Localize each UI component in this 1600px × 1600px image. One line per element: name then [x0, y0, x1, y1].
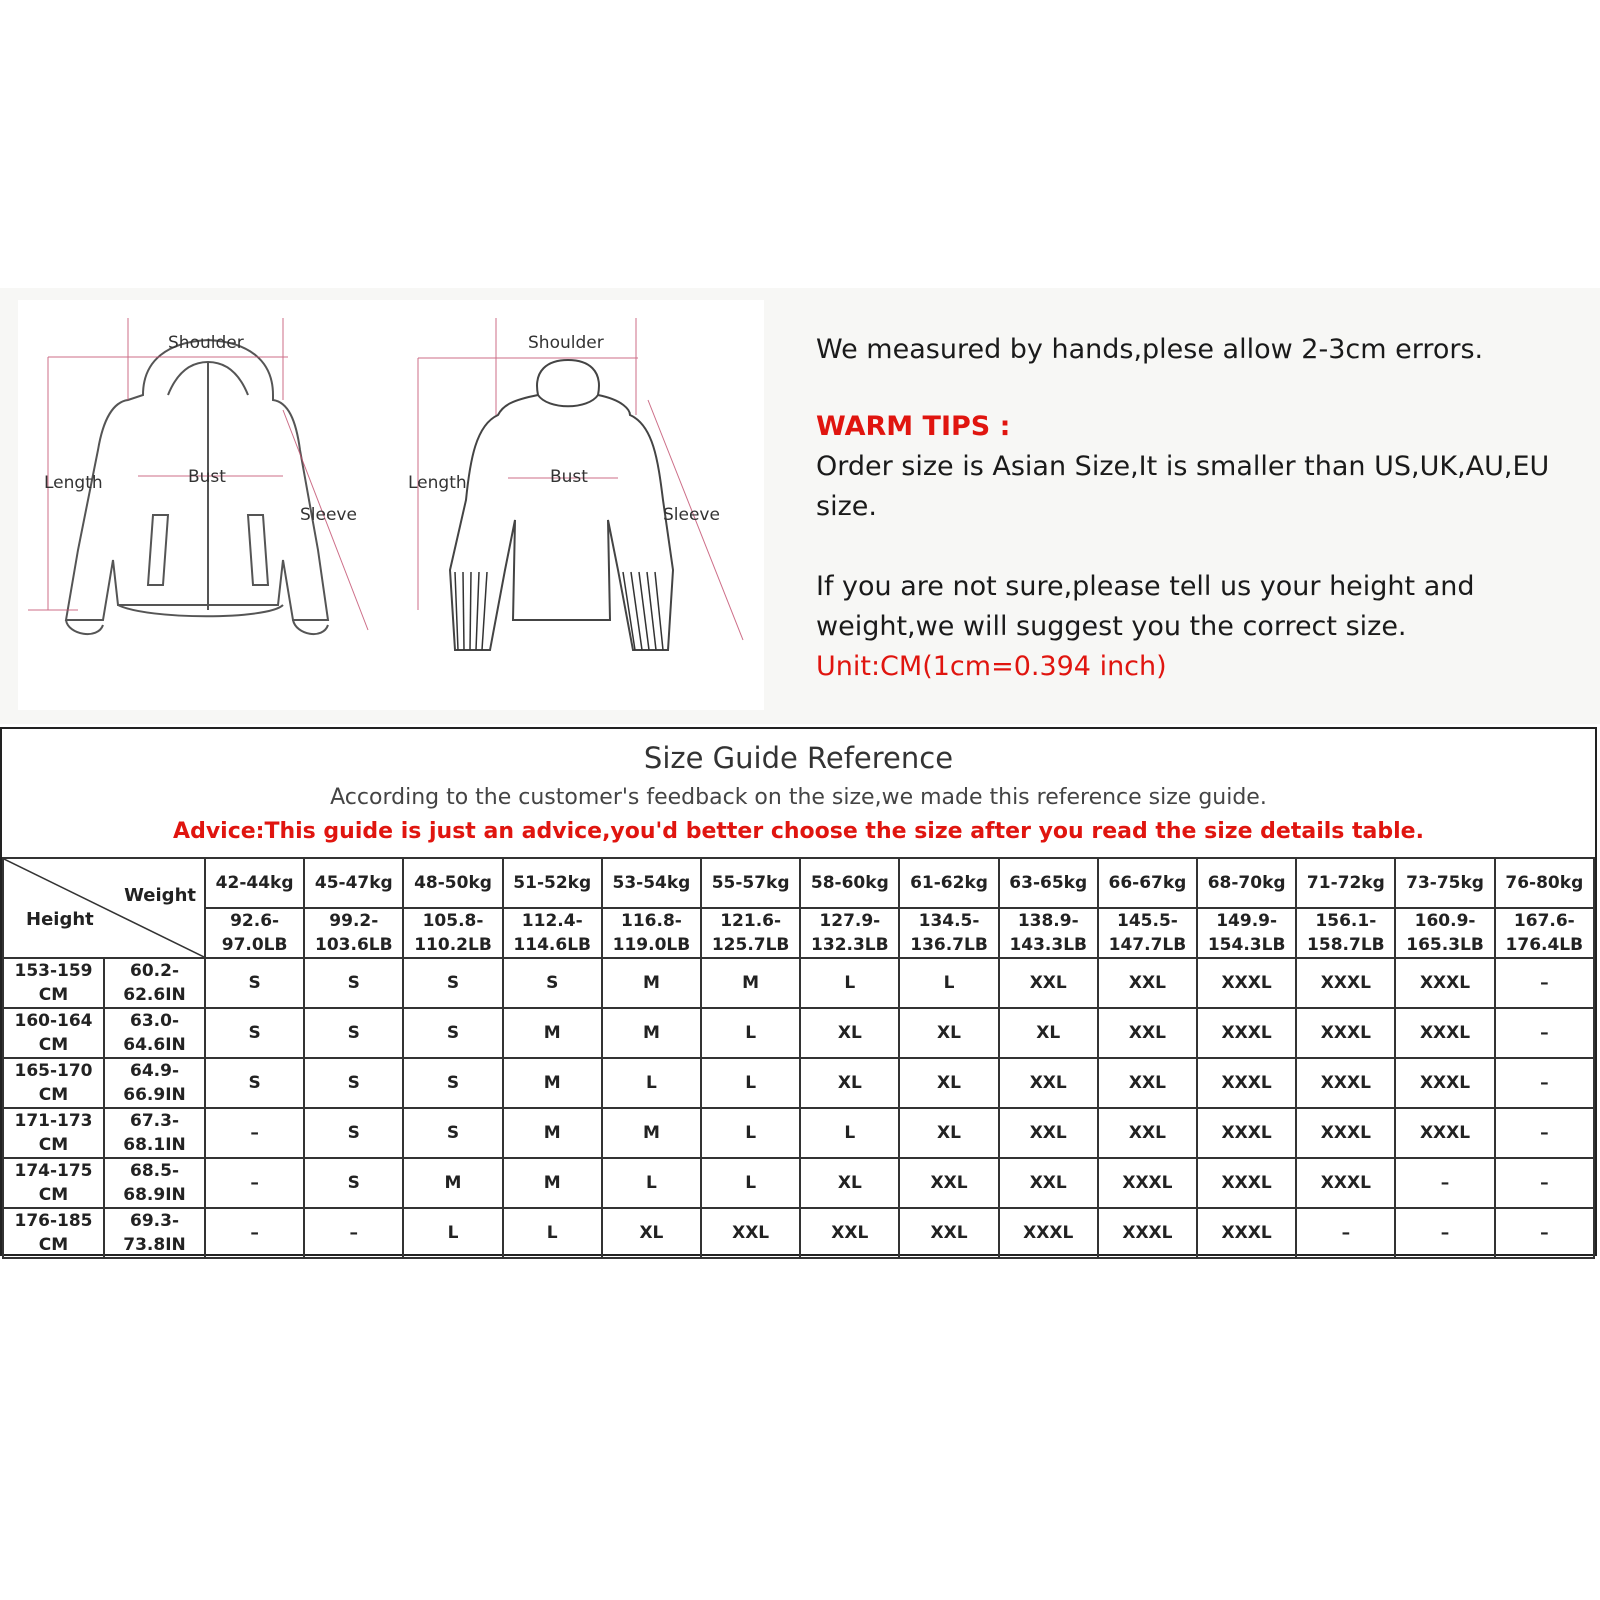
advice-line-2: weight,we will suggest you the correct size.	[816, 611, 1407, 642]
tips-panel	[816, 330, 1586, 687]
weight-lb-from: 145.5-	[1117, 911, 1178, 931]
size-cell: XXXL	[1296, 1158, 1395, 1208]
unit-note: Unit:CM(1cm=0.394 inch)	[816, 651, 1167, 682]
size-cell: M	[503, 1008, 602, 1058]
size-cell: L	[800, 958, 899, 1008]
weight-lb-header	[403, 908, 502, 958]
weight-lb-from: 134.5-	[918, 911, 980, 931]
size-cell: –	[1395, 1208, 1494, 1258]
size-cell: XXL	[800, 1208, 899, 1258]
height-label: Height	[26, 909, 94, 930]
size-table	[2, 857, 1595, 1259]
weight-kg-header: 48-50kg	[403, 858, 502, 908]
size-cell: L	[701, 1158, 800, 1208]
size-cell: –	[205, 1108, 304, 1158]
sweater-bust-label: Bust	[550, 467, 588, 487]
weight-lb-from: 112.4-	[521, 911, 583, 931]
jacket-sleeve-label: Sleeve	[300, 505, 357, 525]
garment-diagram	[18, 300, 764, 710]
size-cell: XL	[602, 1208, 701, 1258]
weight-lb-to: 114.6LB	[513, 935, 591, 955]
height-cm-cell	[3, 1108, 104, 1158]
weight-lb-to: 143.3LB	[1009, 935, 1087, 955]
weight-lb-from: 121.6-	[720, 911, 782, 931]
size-cell: L	[701, 1008, 800, 1058]
size-cell: M	[701, 958, 800, 1008]
weight-kg-header: 66-67kg	[1098, 858, 1197, 908]
weight-lb-to: 176.4LB	[1505, 935, 1584, 955]
size-cell: S	[304, 958, 403, 1008]
size-cell: XXXL	[1197, 958, 1296, 1008]
size-cell: M	[503, 1158, 602, 1208]
weight-lb-from: 156.1-	[1315, 911, 1377, 931]
size-cell: S	[503, 958, 602, 1008]
height-inch-from: 69.3-	[130, 1211, 179, 1231]
size-cell: XXXL	[999, 1208, 1098, 1258]
size-cell: S	[205, 958, 304, 1008]
sweater-length-label: Length	[408, 473, 467, 493]
size-cell: XXXL	[1197, 1208, 1296, 1258]
height-inch-to: 66.9IN	[123, 1085, 186, 1105]
weight-kg-header: 61-62kg	[899, 858, 998, 908]
size-cell: XXXL	[1197, 1008, 1296, 1058]
table-row	[3, 1108, 1594, 1158]
size-cell: M	[602, 958, 701, 1008]
table-row	[3, 1158, 1594, 1208]
weight-label: Weight	[124, 885, 196, 906]
jacket-drawing	[66, 340, 328, 634]
table-row	[3, 1208, 1594, 1258]
table-row	[3, 1058, 1594, 1108]
size-cell: XXXL	[1197, 1158, 1296, 1208]
size-cell: –	[1495, 1058, 1594, 1108]
weight-kg-header: 71-72kg	[1296, 858, 1395, 908]
size-cell: XXXL	[1296, 1008, 1395, 1058]
weight-lb-header	[1395, 908, 1494, 958]
weight-lb-to: 97.0LB	[221, 935, 288, 955]
weight-kg-header: 51-52kg	[503, 858, 602, 908]
size-cell: L	[899, 958, 998, 1008]
sweater-drawing	[450, 360, 673, 650]
size-cell: XL	[899, 1058, 998, 1108]
weight-lb-to: 136.7LB	[910, 935, 988, 955]
height-cm-cell	[3, 1208, 104, 1258]
weight-lb-to: 103.6LB	[315, 935, 393, 955]
size-cell: XXL	[1098, 1108, 1197, 1158]
height-cm-range: 160-164	[14, 1011, 93, 1031]
size-cell: S	[403, 1008, 502, 1058]
warm-tips-title: WARM TIPS :	[816, 411, 1011, 442]
weight-lb-header	[800, 908, 899, 958]
weight-lb-from: 92.6-	[230, 911, 280, 931]
weight-lb-from: 99.2-	[329, 911, 379, 931]
size-cell: –	[1296, 1208, 1395, 1258]
guide-title: Size Guide Reference	[643, 741, 954, 775]
height-cm-cell	[3, 1058, 104, 1108]
size-cell: –	[1495, 958, 1594, 1008]
table-row	[3, 958, 1594, 1008]
weight-lb-header	[1495, 908, 1594, 958]
size-cell: XL	[800, 1008, 899, 1058]
weight-lb-header	[205, 908, 304, 958]
size-cell: XXXL	[1098, 1158, 1197, 1208]
advice-line-1: If you are not sure,please tell us your height and	[816, 571, 1475, 602]
weight-lb-header	[602, 908, 701, 958]
height-cm-unit: CM	[38, 1035, 69, 1055]
height-inch-from: 60.2-	[130, 961, 179, 981]
height-inch-to: 73.8IN	[123, 1235, 186, 1255]
size-cell: XXXL	[1197, 1108, 1296, 1158]
weight-lb-header	[701, 908, 800, 958]
table-row	[3, 1008, 1594, 1058]
jacket-length-label: Length	[44, 473, 103, 493]
size-cell: –	[1495, 1158, 1594, 1208]
height-cm-range: 153-159	[14, 961, 93, 981]
size-cell: M	[602, 1108, 701, 1158]
height-inch-cell	[104, 1008, 205, 1058]
height-cm-unit: CM	[38, 985, 69, 1005]
size-cell: L	[403, 1208, 502, 1258]
height-cm-unit: CM	[38, 1135, 69, 1155]
size-cell: XXXL	[1395, 1058, 1494, 1108]
size-cell: M	[503, 1108, 602, 1158]
size-cell: XL	[899, 1008, 998, 1058]
sweater-shoulder-label: Shoulder	[528, 333, 604, 353]
height-inch-from: 64.9-	[130, 1061, 179, 1081]
jacket-bust-label: Bust	[188, 467, 226, 487]
weight-lb-header	[999, 908, 1098, 958]
height-inch-to: 62.6IN	[123, 985, 186, 1005]
size-cell: –	[205, 1158, 304, 1208]
size-cell: M	[602, 1008, 701, 1058]
weight-lb-header	[503, 908, 602, 958]
weight-kg-header: 73-75kg	[1395, 858, 1494, 908]
size-cell: S	[304, 1008, 403, 1058]
weight-lb-from: 167.6-	[1513, 911, 1575, 931]
weight-lb-from: 127.9-	[819, 911, 881, 931]
size-cell: S	[205, 1008, 304, 1058]
size-cell: S	[304, 1158, 403, 1208]
size-cell: XXXL	[1395, 1108, 1494, 1158]
size-cell: S	[403, 1108, 502, 1158]
weight-kg-header: 45-47kg	[304, 858, 403, 908]
weight-lb-from: 138.9-	[1017, 911, 1079, 931]
height-inch-from: 63.0-	[130, 1011, 179, 1031]
height-inch-cell	[104, 958, 205, 1008]
size-cell: XXXL	[1296, 958, 1395, 1008]
height-inch-to: 68.9IN	[123, 1185, 186, 1205]
weight-lb-to: 119.0LB	[612, 935, 691, 955]
weight-lb-to: 110.2LB	[414, 935, 492, 955]
weight-kg-header: 53-54kg	[602, 858, 701, 908]
size-cell: XXL	[899, 1158, 998, 1208]
height-cm-unit: CM	[38, 1085, 69, 1105]
size-cell: –	[1395, 1158, 1494, 1208]
size-cell: L	[602, 1158, 701, 1208]
weight-lb-header	[1098, 908, 1197, 958]
size-cell: –	[304, 1208, 403, 1258]
height-inch-from: 67.3-	[130, 1111, 179, 1131]
size-cell: –	[1495, 1208, 1594, 1258]
jacket-shoulder-label: Shoulder	[168, 333, 244, 353]
weight-kg-header: 55-57kg	[701, 858, 800, 908]
height-cm-unit: CM	[38, 1185, 69, 1205]
measure-note: We measured by hands,plese allow 2-3cm errors.	[816, 334, 1484, 365]
guide-subtitle: According to the customer's feedback on the size,we made this reference size guide.	[330, 785, 1267, 810]
size-cell: –	[1495, 1108, 1594, 1158]
size-cell: XXL	[899, 1208, 998, 1258]
height-inch-cell	[104, 1108, 205, 1158]
weight-lb-to: 125.7LB	[711, 935, 790, 955]
size-cell: S	[403, 1058, 502, 1108]
weight-kg-header: 68-70kg	[1197, 858, 1296, 908]
size-cell: M	[403, 1158, 502, 1208]
size-cell: S	[205, 1058, 304, 1108]
weight-kg-header: 58-60kg	[800, 858, 899, 908]
height-cm-range: 174-175	[14, 1161, 93, 1181]
height-inch-cell	[104, 1058, 205, 1108]
size-cell: XXL	[999, 1058, 1098, 1108]
height-inch-cell	[104, 1208, 205, 1258]
weight-kg-header: 63-65kg	[999, 858, 1098, 908]
height-cm-cell	[3, 1008, 104, 1058]
guide-advice: Advice:This guide is just an advice,you'd better choose the size after you read the size details table.	[173, 819, 1424, 844]
size-cell: S	[304, 1058, 403, 1108]
height-cm-cell	[3, 958, 104, 1008]
size-cell: XXXL	[1395, 1008, 1494, 1058]
size-cell: L	[800, 1108, 899, 1158]
size-cell: XXL	[1098, 1058, 1197, 1108]
height-inch-to: 68.1IN	[123, 1135, 186, 1155]
size-cell: XL	[999, 1008, 1098, 1058]
weight-lb-from: 116.8-	[621, 911, 682, 931]
warm-tip-line-2: size.	[816, 491, 877, 522]
height-inch-cell	[104, 1158, 205, 1208]
weight-lb-to: 154.3LB	[1207, 935, 1286, 955]
table-corner-header	[3, 858, 205, 958]
height-inch-to: 64.6IN	[123, 1035, 186, 1055]
size-cell: XL	[899, 1108, 998, 1158]
size-cell: L	[701, 1108, 800, 1158]
height-cm-range: 165-170	[14, 1061, 93, 1081]
weight-lb-header	[899, 908, 998, 958]
size-cell: XXL	[701, 1208, 800, 1258]
height-cm-range: 171-173	[14, 1111, 93, 1131]
size-cell: S	[403, 958, 502, 1008]
size-cell: XXXL	[1296, 1108, 1395, 1158]
weight-lb-header	[304, 908, 403, 958]
warm-tip-line-1: Order size is Asian Size,It is smaller than US,UK,AU,EU	[816, 451, 1550, 482]
size-cell: M	[503, 1058, 602, 1108]
weight-lb-header	[1296, 908, 1395, 958]
size-cell: XL	[800, 1158, 899, 1208]
size-cell: XXXL	[1296, 1058, 1395, 1108]
size-cell: L	[701, 1058, 800, 1108]
size-cell: XXL	[999, 1158, 1098, 1208]
height-inch-from: 68.5-	[130, 1161, 179, 1181]
size-cell: XXL	[999, 1108, 1098, 1158]
size-cell: L	[602, 1058, 701, 1108]
size-cell: –	[205, 1208, 304, 1258]
size-guide	[0, 727, 1597, 1256]
size-cell: S	[304, 1108, 403, 1158]
size-cell: L	[503, 1208, 602, 1258]
height-cm-range: 176-185	[14, 1211, 93, 1231]
height-cm-unit: CM	[38, 1235, 69, 1255]
size-cell: XXXL	[1098, 1208, 1197, 1258]
weight-lb-to: 132.3LB	[811, 935, 889, 955]
weight-lb-to: 165.3LB	[1406, 935, 1484, 955]
weight-lb-to: 147.7LB	[1108, 935, 1187, 955]
size-cell: XXXL	[1197, 1058, 1296, 1108]
height-cm-cell	[3, 1158, 104, 1208]
weight-kg-header: 42-44kg	[205, 858, 304, 908]
size-cell: XXL	[1098, 958, 1197, 1008]
weight-lb-from: 149.9-	[1216, 911, 1278, 931]
size-cell: XXL	[999, 958, 1098, 1008]
weight-lb-header	[1197, 908, 1296, 958]
weight-lb-from: 160.9-	[1414, 911, 1476, 931]
size-cell: XXXL	[1395, 958, 1494, 1008]
sweater-sleeve-label: Sleeve	[663, 505, 720, 525]
weight-lb-to: 158.7LB	[1307, 935, 1385, 955]
weight-kg-header: 76-80kg	[1495, 858, 1594, 908]
size-cell: XL	[800, 1058, 899, 1108]
size-cell: XXL	[1098, 1008, 1197, 1058]
size-cell: –	[1495, 1008, 1594, 1058]
weight-lb-from: 105.8-	[422, 911, 484, 931]
